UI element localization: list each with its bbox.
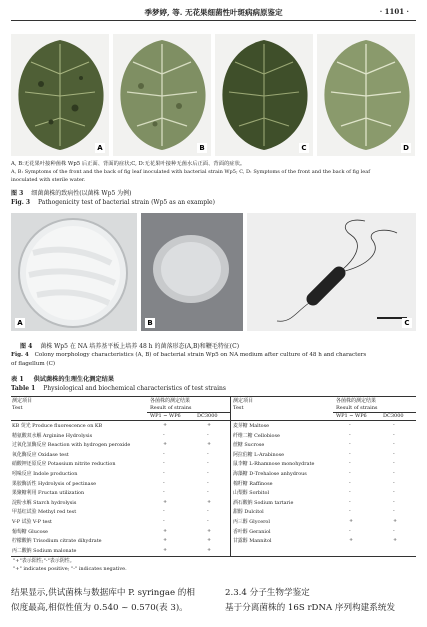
fig3-panel-b	[113, 34, 211, 156]
fig4-panel-b	[141, 213, 243, 331]
left-row-label: V-P 试验 V-P test	[12, 519, 52, 525]
table1-label-en: Table 1	[11, 385, 36, 392]
right-row-wp-value: -	[349, 527, 351, 534]
table-top-rule	[11, 396, 416, 397]
left-row-wp-value: -	[163, 489, 165, 496]
fig4-title-cn	[20, 343, 239, 350]
left-row-label: 硝酸钾还原反应 Potassium nitrite reduction	[12, 461, 116, 468]
body-right-heading: 2.3.4 分子生物学鉴定	[225, 588, 310, 598]
header-dc-right: DC3000	[383, 413, 404, 419]
table1-title-en-text: Physiological and biochemical characteristics of test strains	[43, 385, 226, 392]
left-row-wp-value: -	[163, 470, 165, 476]
left-row-label: KB 荧光 Produce fluorescence on KB	[12, 423, 103, 429]
table-note-en: "+" indicates positive; "-" indicates negative.	[13, 566, 127, 572]
table1-title-cn	[11, 376, 114, 383]
right-row-dc-value: -	[393, 508, 395, 515]
panel-letter: B	[197, 143, 207, 153]
header-wp-left: WP1 ~ WP6	[150, 413, 181, 419]
fig3-panel-a	[11, 34, 109, 156]
table1-title-cn-text: 供试菌株的生理生化测定结果	[33, 376, 115, 383]
table-note-cn: "+"表示阳性;"-"表示阴性。	[13, 558, 75, 564]
right-row-label: 阿拉伯糖 L-Arabinose	[233, 451, 284, 458]
left-row-label: 果胶酶活性 Hydrolysis of pectinase	[12, 480, 96, 487]
right-row-label: 丙三醇 Glycerol	[233, 519, 270, 525]
right-row-label: 棉籽糖 Raffinose	[233, 480, 273, 487]
right-row-wp-value: -	[349, 498, 351, 505]
right-row-label: 蔗糖 Sucrose	[233, 442, 265, 449]
fig3-title-en	[11, 199, 215, 206]
left-row-dc-value: +	[207, 527, 212, 534]
panel-letter: A	[95, 143, 105, 153]
right-row-label: 酒石酸钠 Sodium tartarie	[233, 499, 294, 506]
left-row-dc-value: +	[207, 498, 212, 505]
table-header-bottom-rule	[11, 420, 416, 421]
right-row-dc-value: -	[393, 431, 395, 438]
right-row-label: 山梨醇 Sorbitol	[233, 490, 270, 497]
left-row-label: 淀粉水解 Starch hydrolysis	[12, 499, 77, 506]
header-test-en-right: Test	[233, 405, 244, 411]
fig3-label-cn: 图 3	[11, 190, 24, 197]
left-row-dc-value: -	[207, 431, 209, 438]
left-row-dc-value: -	[207, 460, 209, 467]
right-row-wp-value: -	[349, 441, 351, 448]
header-test-cn-right: 测定项目	[233, 398, 254, 404]
left-row-wp-value: -	[163, 431, 165, 438]
left-row-dc-value: +	[207, 546, 212, 553]
right-row-dc-value: -	[393, 422, 395, 428]
right-row-label: 海藻糖 D-Trehalose anhydrous	[233, 471, 307, 477]
fig3-title-cn-text: 细菌菌株的致病性(以菌株 Wp5 为例)	[31, 190, 132, 197]
right-row-dc-value: -	[393, 498, 395, 505]
right-row-label: 甘露醇 Mannitol	[233, 538, 272, 545]
left-row-wp-value: -	[163, 508, 165, 515]
right-row-wp-value: -	[349, 479, 351, 486]
left-row-label: 甲基红试验 Methyl red test	[12, 509, 77, 516]
left-row-wp-value: +	[163, 537, 168, 544]
fig3-panel-c	[215, 34, 313, 156]
table1-label-cn: 表 1	[11, 376, 24, 383]
left-row-dc-value: +	[207, 537, 212, 544]
right-row-wp-value: -	[349, 489, 351, 496]
right-row-dc-value: -	[393, 450, 395, 457]
header-result-en-left: Result of strains	[150, 405, 192, 411]
left-row-wp-value: +	[163, 441, 168, 448]
left-row-wp-value: +	[163, 422, 168, 428]
left-row-wp-value: -	[163, 479, 165, 486]
right-row-wp-value: -	[349, 460, 351, 467]
running-title: 季梦婷, 等. 无花果细菌性叶斑病病原鉴定	[144, 8, 283, 17]
panel-letter: C	[402, 318, 412, 328]
right-row-wp-value: +	[349, 518, 354, 524]
left-row-dc-value: +	[207, 422, 212, 428]
fig4-panel-a	[11, 213, 137, 331]
fig4-label-cn: 图 4	[20, 343, 33, 350]
left-row-label: 葡萄糖 Glucose	[12, 528, 48, 535]
right-row-dc-value: -	[393, 470, 395, 476]
left-row-dc-value: +	[207, 441, 212, 448]
right-row-wp-value: +	[349, 537, 354, 544]
left-row-wp-value: +	[163, 527, 168, 534]
left-row-dc-value: -	[207, 518, 209, 524]
table1-title-en	[11, 385, 226, 392]
panel-letter: D	[401, 143, 411, 153]
right-row-wp-value: -	[349, 422, 351, 428]
right-row-dc-value: -	[393, 527, 395, 534]
left-row-label: 柠檬酸钠 Trisodium citrate dihydrate	[12, 538, 102, 545]
header-test-cn-left: 测定项目	[12, 398, 33, 404]
fig4-title-cn-text: 菌株 Wp5 在 NA 培养基平板上培养 48 h 的菌落形态(A,B)和鞭毛特征(C)	[40, 343, 240, 350]
body-left-line-1: 结果显示,供试菌株与数据库中 P. syringae 的相	[11, 588, 195, 598]
header-result-cn-right: 各菌株的测定结果	[336, 398, 377, 404]
fig4-title-en-1	[11, 352, 366, 359]
fig4-title-en-2: of flagellum (C)	[11, 361, 56, 367]
panel-letter: B	[145, 318, 155, 328]
right-row-dc-value: +	[393, 537, 398, 544]
panel-letter: C	[299, 143, 309, 153]
right-row-dc-value: -	[393, 489, 395, 496]
header-result-en-right: Result of strains	[336, 405, 378, 411]
fig3-panel-d	[317, 34, 415, 156]
fig3-caption-en-1: A, B: Symptoms of the front and the back of fig leaf inoculated with bacterial strain Wp5; C, D: Symptoms of the front and the back of fig leaf	[11, 169, 371, 175]
left-row-wp-value: -	[163, 518, 165, 524]
right-row-wp-value: -	[349, 470, 351, 476]
body-right-line-2: 基于分离菌株的 16S rDNA 序列构建系统发	[225, 603, 396, 613]
fig3-caption-cn: A, B:无花果叶接种菌株 Wp5 后正面、背面的症状;C, D:无花果叶接种无菌水后正面、背面的症状。	[11, 161, 246, 167]
fig4-title-en-text-1: Colony morphology characteristics (A, B) of bacterial strain Wp5 on NA medium after culture of 48 h and characters	[34, 352, 367, 358]
right-row-label: 鼠李糖 L-Rhamnose monohydrate	[233, 461, 315, 468]
left-row-label: 吲哚反应 Indole production	[12, 471, 78, 477]
right-row-label: 麦芽糖 Maltose	[233, 423, 270, 429]
panel-letter: A	[15, 318, 25, 328]
page-number: · 1101 ·	[379, 7, 409, 16]
left-row-wp-value: -	[163, 450, 165, 457]
header-rule	[11, 20, 416, 21]
left-row-dc-value: -	[207, 508, 209, 515]
fig3-title-en-text: Pathogenicity test of bacterial strain (Wp5 as an example)	[38, 199, 215, 206]
right-row-label: 香叶醇 Geraniol	[233, 528, 271, 535]
left-row-dc-value: -	[207, 489, 209, 496]
body-left-line-2: 似度最高,相似性值为 0.540 ~ 0.570(表 3)。	[11, 603, 188, 613]
fig3-title-cn	[11, 190, 132, 197]
right-row-dc-value: -	[393, 441, 395, 448]
right-row-wp-value: -	[349, 508, 351, 515]
right-row-label: 甜醇 Dulcitol	[233, 509, 264, 516]
left-row-dc-value: -	[207, 450, 209, 457]
left-row-label: 过氧化氢酶反应 Reaction with hydrogen peroxide	[12, 442, 131, 449]
right-row-wp-value: -	[349, 450, 351, 457]
table-bottom-rule	[11, 556, 416, 557]
fig4-panel-c	[247, 213, 416, 331]
header-test-en-left: Test	[12, 405, 23, 411]
left-row-label: 丙二酸钠 Sodium malonate	[12, 547, 77, 554]
fig4-label-en: Fig. 4	[11, 352, 29, 358]
left-row-label: 果聚糖利用 Fructan utilization	[12, 490, 85, 497]
right-row-dc-value: -	[393, 460, 395, 467]
left-row-wp-value: +	[163, 546, 168, 553]
left-row-label: 精氨酸双水解 Arginine Hydrolysis	[12, 432, 93, 439]
left-row-wp-value: +	[163, 498, 168, 505]
fig3-caption-en-2: inoculated with sterile water.	[11, 177, 86, 183]
page-header	[0, 0, 427, 22]
left-row-dc-value: -	[207, 479, 209, 486]
right-row-wp-value: -	[349, 431, 351, 438]
left-row-wp-value: -	[163, 460, 165, 467]
right-row-dc-value: -	[393, 479, 395, 486]
left-row-dc-value: -	[207, 470, 209, 476]
header-wp-right: WP1 ~ WP6	[336, 413, 367, 419]
fig3-label-en: Fig. 3	[11, 199, 31, 206]
left-row-label: 氧化酶反应 Oxidase test	[12, 451, 69, 458]
right-row-dc-value: +	[393, 518, 398, 524]
header-result-cn-left: 各菌株的测定结果	[150, 398, 191, 404]
header-dc-left: DC3000	[197, 413, 218, 419]
right-row-label: 纤维二糖 Cellobiose	[233, 432, 280, 439]
